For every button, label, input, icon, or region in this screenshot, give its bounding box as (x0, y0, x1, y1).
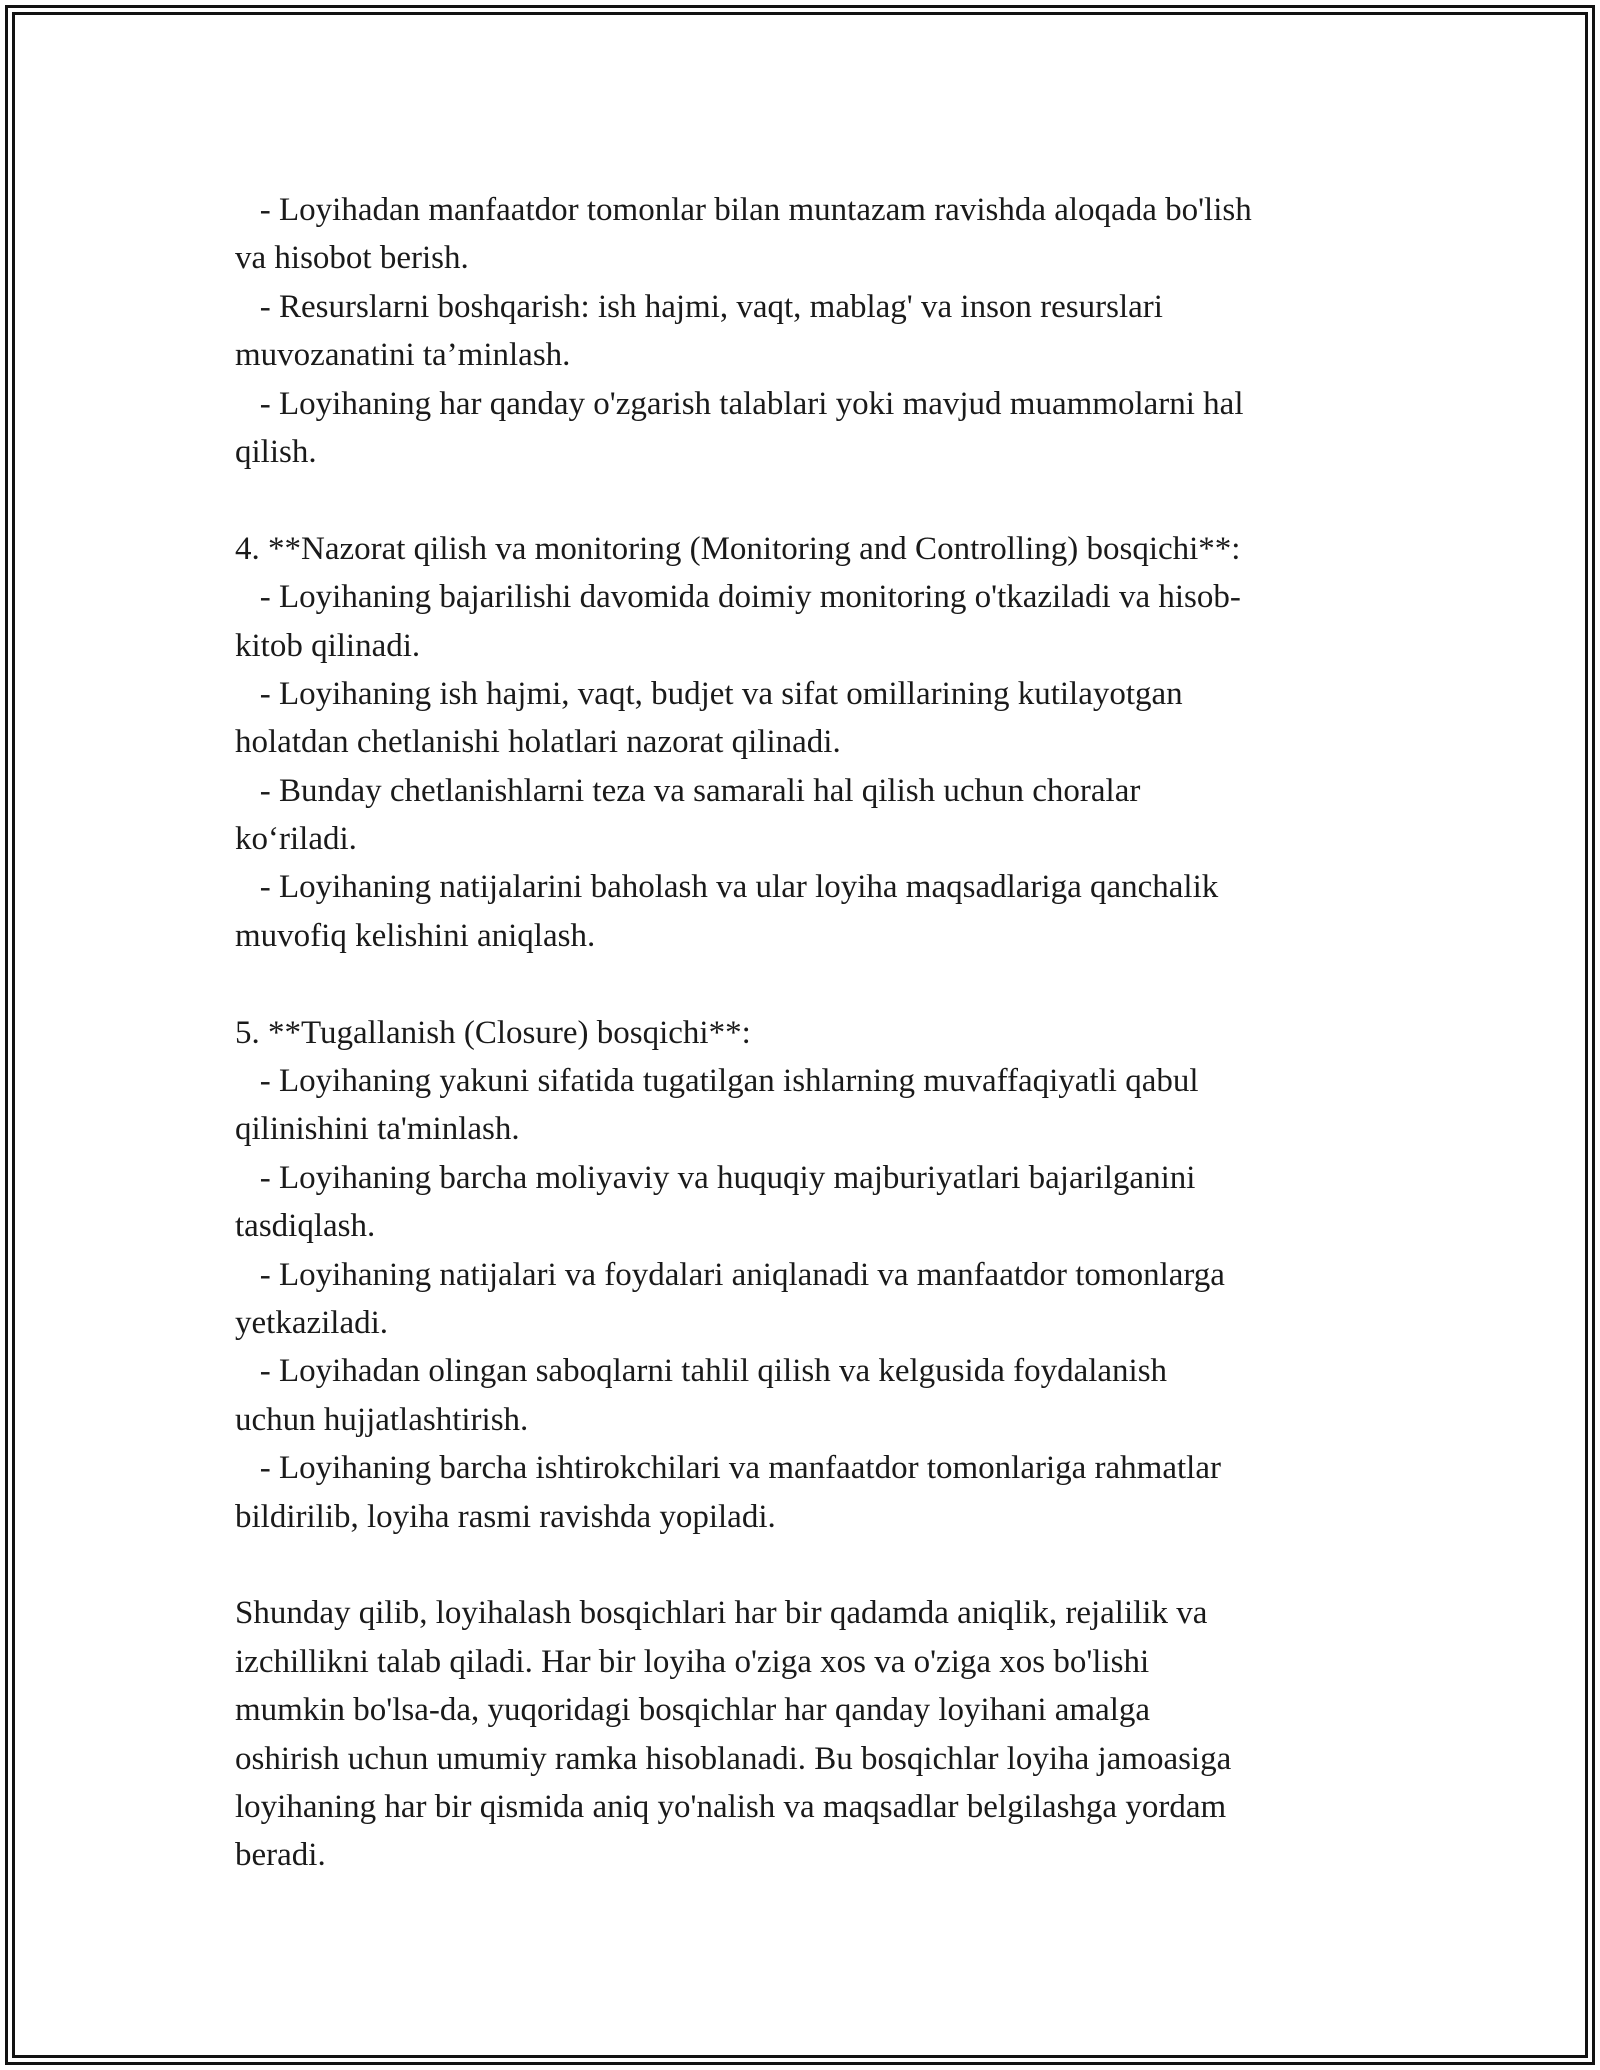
text-line: - Loyihaning bajarilishi davomida doimiy monitoring o'tkaziladi va hisob- (235, 579, 1241, 616)
text-line: qilish. (235, 433, 317, 470)
text-line: tasdiqlash. (235, 1208, 376, 1245)
text-line: kitob qilinadi. (235, 627, 421, 664)
conclusion-line: beradi. (235, 1837, 326, 1874)
text-line: - Loyihadan manfaatdor tomonlar bilan muntazam ravishda aloqada bo'lish (235, 192, 1252, 228)
text-line: - Loyihaning har qanday o'zgarish talablari yoki mavjud muammolarni hal (235, 385, 1244, 422)
section-heading: 5. **Tugallanish (Closure) bosqichi**: (235, 1014, 751, 1051)
text-line: - Loyihaning yakuni sifatida tugatilgan ishlarning muvaffaqiyatli qabul (235, 1063, 1199, 1100)
conclusion-line: oshirish uchun umumiy ramka hisoblanadi. Bu bosqichlar loyiha jamoasiga (235, 1740, 1232, 1777)
text-line: - Bunday chetlanishlarni teza va samarali hal qilish uchun choralar (235, 772, 1141, 809)
text-line: va hisobot berish. (235, 240, 469, 277)
text-line: bildirilib, loyiha rasmi ravishda yopiladi. (235, 1498, 776, 1535)
document-body (235, 186, 1385, 1880)
text-line: - Loyihadan olingan saboqlarni tahlil qilish va kelgusida foydalanish (235, 1353, 1168, 1390)
text-line: ko‘riladi. (235, 821, 357, 858)
blank-line (235, 1541, 1385, 1589)
conclusion-line: Shunday qilib, loyihalash bosqichlari har bir qadamda aniqlik, rejalilik va (235, 1595, 1208, 1632)
text-line: qilinishini ta'minlash. (235, 1111, 520, 1148)
conclusion-line: izchillikni talab qiladi. Har bir loyiha o'ziga xos va o'ziga xos bo'lishi (235, 1643, 1150, 1680)
text-line: - Loyihaning ish hajmi, vaqt, budjet va sifat omillarining kutilayotgan (235, 675, 1183, 712)
text-line: muvozanatini ta’minlash. (235, 337, 571, 374)
conclusion-line: mumkin bo'lsa-da, yuqoridagi bosqichlar har qanday loyihani amalga (235, 1692, 1151, 1729)
text-line: yetkaziladi. (235, 1304, 389, 1341)
section-heading: 4. **Nazorat qilish va monitoring (Monitoring and Controlling) bosqichi**: (235, 530, 1241, 567)
conclusion-line: loyihaning har bir qismida aniq yo'nalish va maqsadlar belgilashga yordam (235, 1788, 1227, 1825)
blank-line (235, 476, 1385, 524)
text-line: uchun hujjatlashtirish. (235, 1401, 529, 1438)
text-line: - Loyihaning barcha moliyaviy va huquqiy majburiyatlari bajarilganini (235, 1159, 1196, 1196)
text-line: - Loyihaning barcha ishtirokchilari va manfaatdor tomonlariga rahmatlar (235, 1450, 1221, 1487)
text-line: - Loyihaning natijalarini baholash va ular loyiha maqsadlariga qanchalik (235, 869, 1219, 906)
text-line: - Loyihaning natijalari va foydalari aniqlanadi va manfaatdor tomonlarga (235, 1256, 1225, 1293)
text-line: muvofiq kelishini aniqlash. (235, 917, 596, 954)
text-line: - Resurslarni boshqarish: ish hajmi, vaqt, mablag' va inson resurslari (235, 288, 1163, 325)
text-line: holatdan chetlanishi holatlari nazorat qilinadi. (235, 724, 841, 761)
blank-line (235, 960, 1385, 1008)
